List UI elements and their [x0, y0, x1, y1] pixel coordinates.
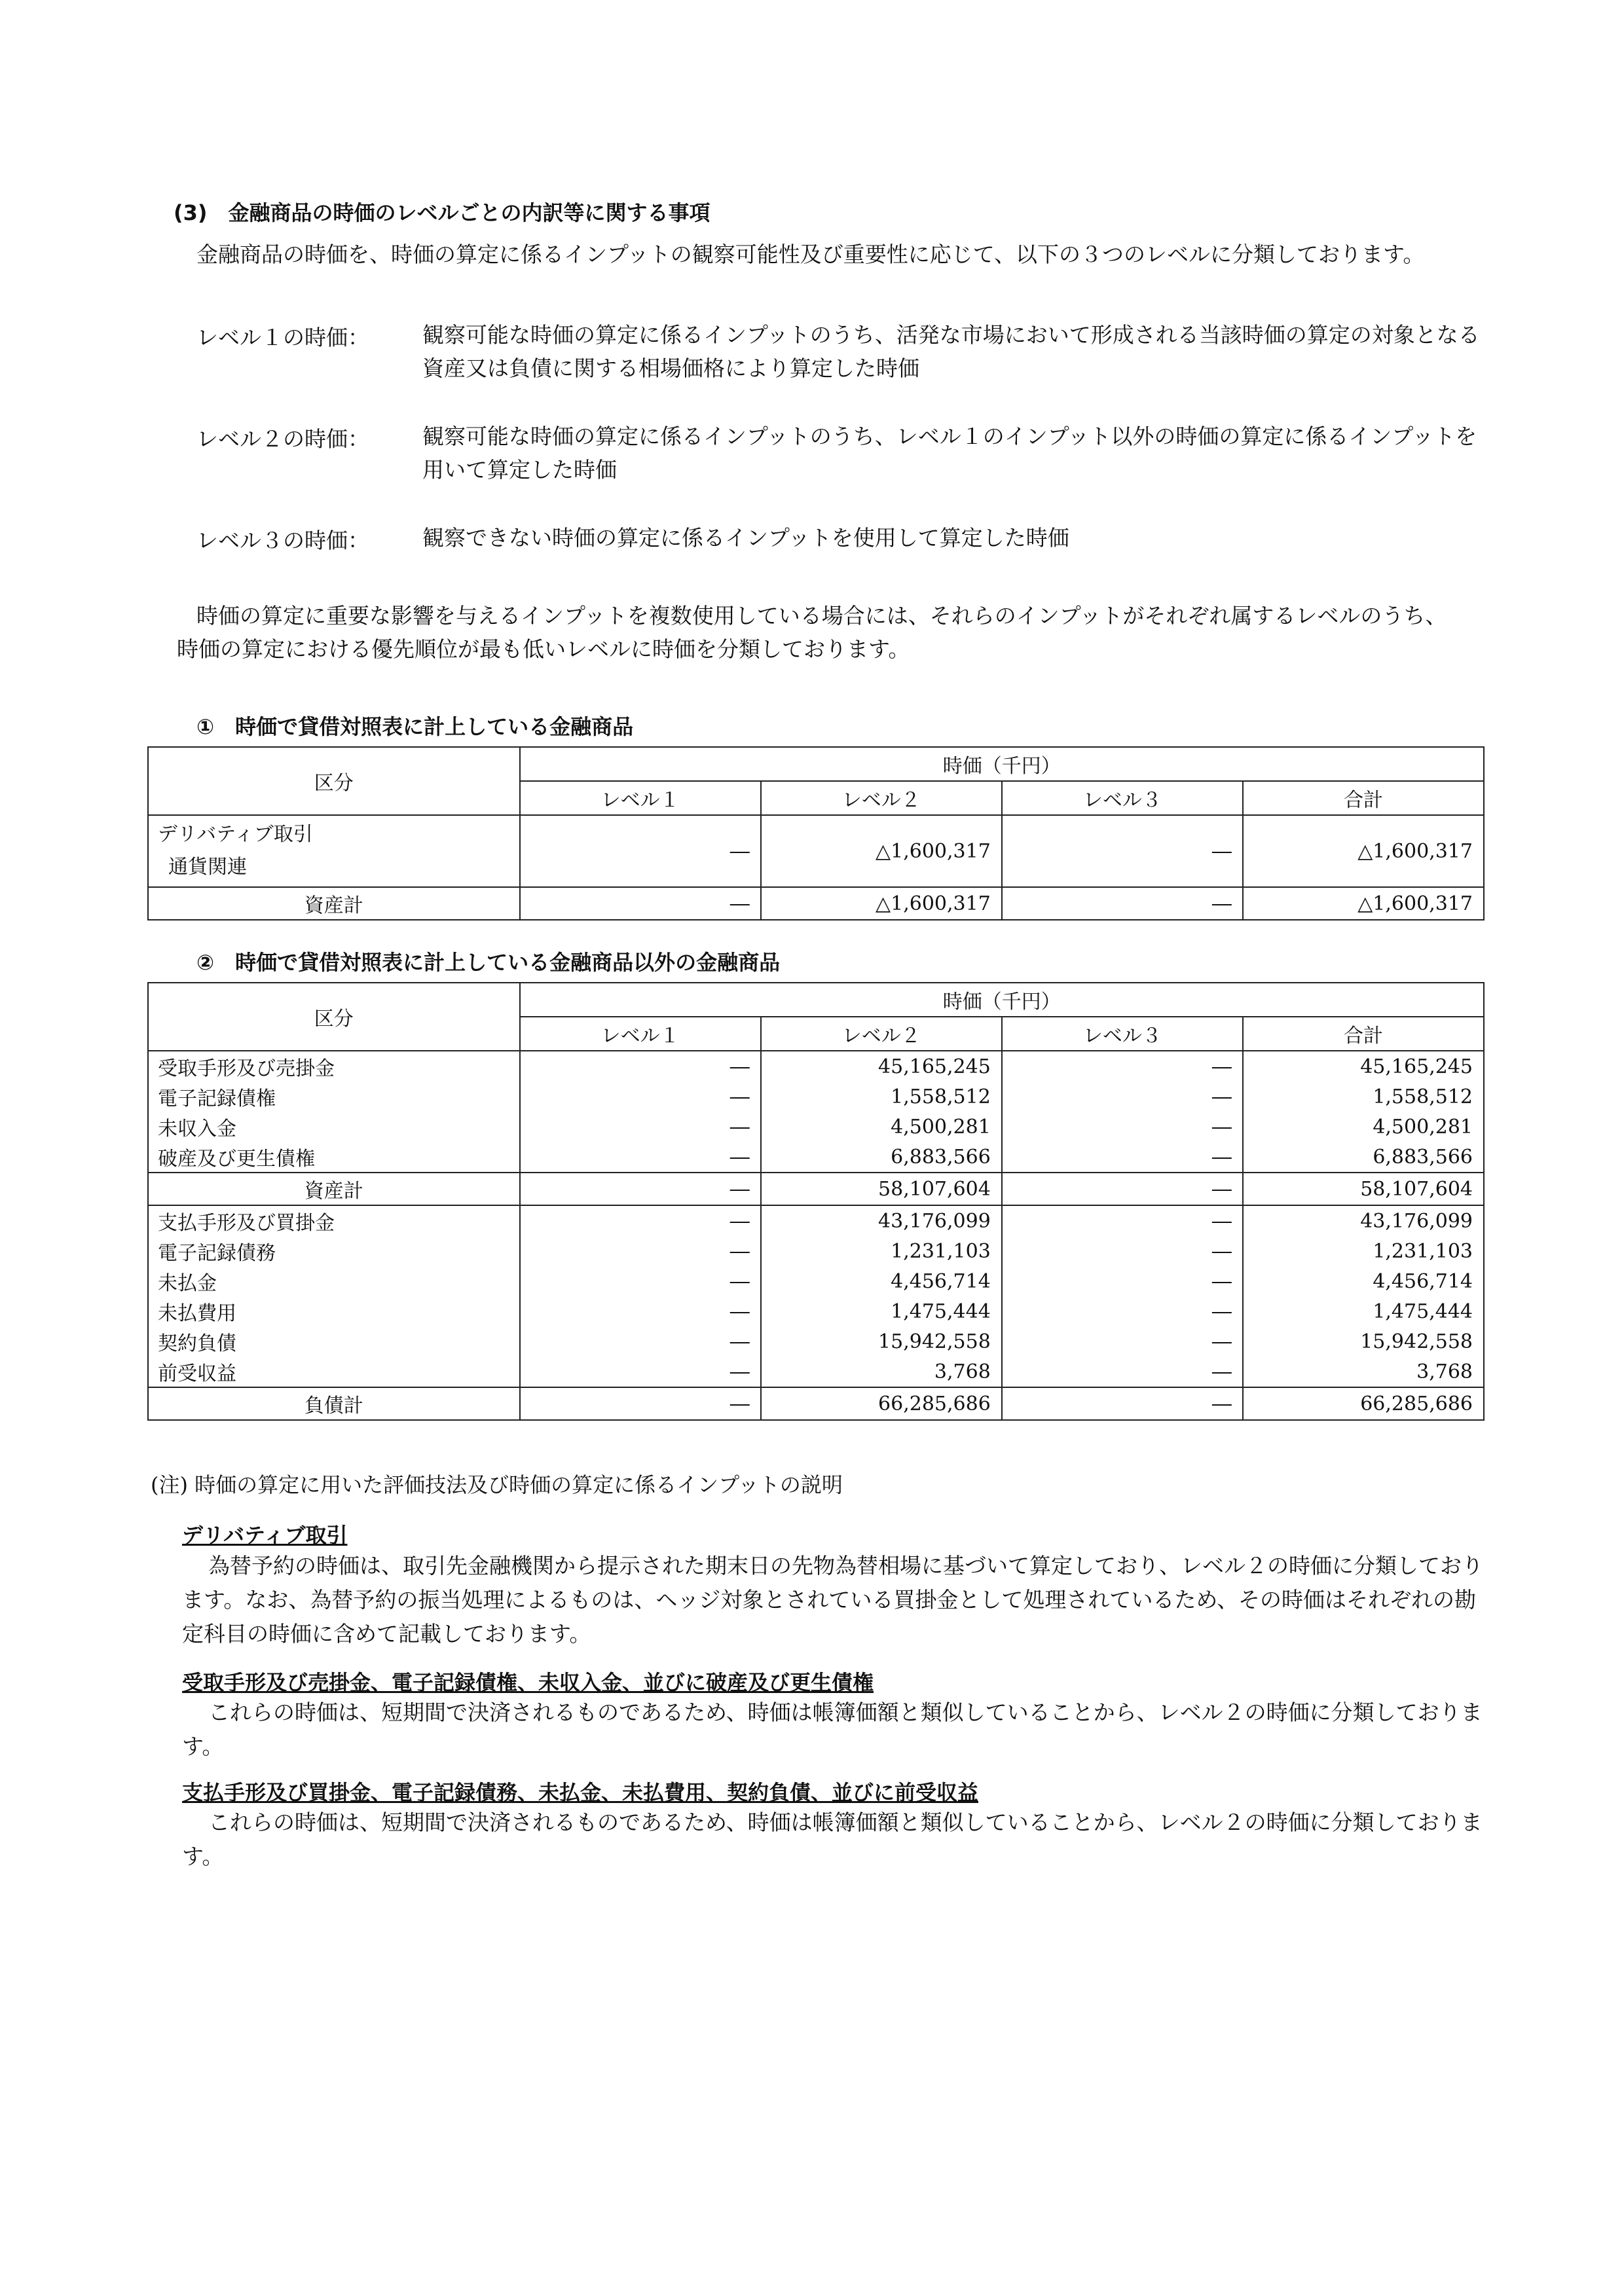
cell-level3: ― — [1002, 1082, 1243, 1112]
cell-level2: 1,475,444 — [761, 1296, 1002, 1326]
table-row — [148, 1082, 1484, 1112]
cell-level3: ― — [1002, 815, 1243, 887]
header-level1: レベル１ — [520, 1017, 761, 1051]
cell-level1: ― — [520, 1326, 761, 1357]
cell-total: 1,558,512 — [1243, 1082, 1484, 1112]
cell-level3: ― — [1002, 887, 1243, 920]
table1-fair-value-bs — [147, 746, 1485, 920]
level1-label: レベル１の時価： — [196, 325, 369, 350]
cell-level1: ― — [520, 1236, 761, 1266]
header-total: 合計 — [1243, 1017, 1484, 1051]
cell-level1: ― — [520, 1051, 761, 1082]
header-category: 区分 — [148, 983, 520, 1051]
cell-level3: ― — [1002, 1205, 1243, 1236]
table-row — [148, 1142, 1484, 1173]
priority-note: 時価の算定に重要な影響を与えるインプットを複数使用している場合には、それらのインプットがそれぞれ属するレベルのうち、時価の算定における優先順位が最も低いレベルに時価を分類しております。 — [177, 603, 1447, 662]
row-label: 前受収益 — [148, 1357, 520, 1387]
cell-level2: △1,600,317 — [761, 815, 1002, 887]
table2-fair-value-other — [147, 982, 1485, 1421]
cell-level3: ― — [1002, 1357, 1243, 1387]
row-label-line2: 通貨関連 — [168, 856, 247, 879]
cell-level2: 58,107,604 — [761, 1173, 1002, 1205]
cell-level1: ― — [520, 1357, 761, 1387]
cell-total: △1,600,317 — [1243, 815, 1484, 887]
cell-level2: 43,176,099 — [761, 1205, 1002, 1236]
level2-definition: 観察可能な時価の算定に係るインプットのうち、レベル１のインプット以外の時価の算定に係るインプットを用いて算定した時価 — [422, 424, 1477, 483]
row-label: 破産及び更生債権 — [148, 1142, 520, 1173]
row-label: 電子記録債務 — [148, 1236, 520, 1266]
asset-rows — [148, 1051, 1484, 1173]
cell-level1: ― — [520, 1173, 761, 1205]
row-label: 未払費用 — [148, 1296, 520, 1326]
cell-level3: ― — [1002, 1387, 1243, 1420]
intro-paragraph: 金融商品の時価を、時価の算定に係るインプットの観察可能性及び重要性に応じて、以下の３つのレベルに分類しております。 — [196, 242, 1425, 267]
row-label: 受取手形及び売掛金 — [148, 1051, 520, 1082]
section-title: (3) 金融商品の時価のレベルごとの内訳等に関する事項 — [174, 200, 710, 225]
table-header-row — [148, 747, 1484, 781]
note-heading-derivatives: デリバティブ取引 — [182, 1523, 348, 1548]
table-row — [148, 815, 1484, 887]
cell-total: 1,475,444 — [1243, 1296, 1484, 1326]
table-header-row — [148, 983, 1484, 1017]
table-row — [148, 1112, 1484, 1142]
cell-level2: 66,285,686 — [761, 1387, 1002, 1420]
table-row — [148, 1236, 1484, 1266]
cell-total: 45,165,245 — [1243, 1051, 1484, 1082]
cell-level1: ― — [520, 1296, 761, 1326]
cell-total: 43,176,099 — [1243, 1205, 1484, 1236]
cell-level1: ― — [520, 1082, 761, 1112]
header-level2: レベル２ — [761, 1017, 1002, 1051]
table-row — [148, 1266, 1484, 1296]
row-label — [148, 815, 520, 887]
cell-level3: ― — [1002, 1112, 1243, 1142]
note-heading-payables: 支払手形及び買掛金、電子記録債務、未払金、未払費用、契約負債、並びに前受収益 — [182, 1780, 979, 1805]
cell-total: 66,285,686 — [1243, 1387, 1484, 1420]
cell-level2: 3,768 — [761, 1357, 1002, 1387]
level2-label: レベル２の時価： — [196, 426, 369, 452]
cell-level2: 6,883,566 — [761, 1142, 1002, 1173]
total-label: 資産計 — [148, 887, 520, 920]
table-total-row — [148, 887, 1484, 920]
cell-level1: ― — [520, 1266, 761, 1296]
table-row — [148, 1205, 1484, 1236]
table-row — [148, 1357, 1484, 1387]
header-level3: レベル３ — [1002, 781, 1243, 815]
cell-total: 15,942,558 — [1243, 1326, 1484, 1357]
row-label: 契約負債 — [148, 1326, 520, 1357]
cell-level3: ― — [1002, 1173, 1243, 1205]
table-row — [148, 1051, 1484, 1082]
cell-level1: ― — [520, 1387, 761, 1420]
cell-level2: △1,600,317 — [761, 887, 1002, 920]
liability-rows — [148, 1205, 1484, 1387]
cell-level1: ― — [520, 1142, 761, 1173]
row-label: 未収入金 — [148, 1112, 520, 1142]
header-total: 合計 — [1243, 781, 1484, 815]
total-label: 負債計 — [148, 1387, 520, 1420]
level3-definition: 観察できない時価の算定に係るインプットを使用して算定した時価 — [422, 525, 1069, 551]
table1-title: ① 時価で貸借対照表に計上している金融商品 — [196, 714, 634, 739]
cell-level2: 15,942,558 — [761, 1326, 1002, 1357]
cell-level3: ― — [1002, 1051, 1243, 1082]
note-heading-receivables: 受取手形及び売掛金、電子記録債権、未収入金、並びに破産及び更生債権 — [182, 1670, 874, 1695]
cell-total: 58,107,604 — [1243, 1173, 1484, 1205]
cell-level2: 1,558,512 — [761, 1082, 1002, 1112]
cell-level1: ― — [520, 815, 761, 887]
total-label: 資産計 — [148, 1173, 520, 1205]
cell-total: 4,456,714 — [1243, 1266, 1484, 1296]
cell-total: 1,231,103 — [1243, 1236, 1484, 1266]
header-level3: レベル３ — [1002, 1017, 1243, 1051]
header-fair-value-group: 時価（千円） — [520, 983, 1484, 1017]
level3-label: レベル３の時価： — [196, 528, 369, 553]
table-total-row — [148, 1173, 1484, 1205]
table-row — [148, 1326, 1484, 1357]
table-total-row — [148, 1387, 1484, 1420]
footnote: (注) 時価の算定に用いた評価技法及び時価の算定に係るインプットの説明 — [151, 1472, 843, 1497]
cell-level3: ― — [1002, 1266, 1243, 1296]
cell-level3: ― — [1002, 1296, 1243, 1326]
header-category: 区分 — [148, 747, 520, 815]
header-level1: レベル１ — [520, 781, 761, 815]
row-label: 電子記録債権 — [148, 1082, 520, 1112]
cell-level2: 4,500,281 — [761, 1112, 1002, 1142]
note-text-derivatives: 為替予約の時価は、取引先金融機関から提示された期末日の先物為替相場に基づいて算定しており、レベル２の時価に分類しております。なお、為替予約の振当処理によるものは、ヘッジ対象とされている買掛金として処理されているため、その時価はそれぞれの勘定科目の時価に含めて記載しております。 — [182, 1553, 1483, 1647]
cell-total: △1,600,317 — [1243, 887, 1484, 920]
cell-level2: 4,456,714 — [761, 1266, 1002, 1296]
header-level2: レベル２ — [761, 781, 1002, 815]
cell-total: 3,768 — [1243, 1357, 1484, 1387]
cell-level2: 1,231,103 — [761, 1236, 1002, 1266]
note-text-receivables: これらの時価は、短期間で決済されるものであるため、時価は帳簿価額と類似していることから、レベル２の時価に分類しております。 — [182, 1700, 1483, 1759]
cell-level3: ― — [1002, 1326, 1243, 1357]
table2-title: ② 時価で貸借対照表に計上している金融商品以外の金融商品 — [196, 950, 781, 975]
cell-level1: ― — [520, 887, 761, 920]
level1-definition: 観察可能な時価の算定に係るインプットのうち、活発な市場において形成される当該時価の算定の対象となる資産又は負債に関する相場価格により算定した時価 — [422, 322, 1480, 381]
header-fair-value-group: 時価（千円） — [520, 747, 1484, 781]
note-text-payables: これらの時価は、短期間で決済されるものであるため、時価は帳簿価額と類似していることから、レベル２の時価に分類しております。 — [182, 1810, 1483, 1869]
cell-total: 4,500,281 — [1243, 1112, 1484, 1142]
cell-total: 6,883,566 — [1243, 1142, 1484, 1173]
row-label-line1: デリバティブ取引 — [158, 823, 313, 846]
row-label: 支払手形及び買掛金 — [148, 1205, 520, 1236]
cell-level3: ― — [1002, 1142, 1243, 1173]
table-row — [148, 1296, 1484, 1326]
cell-level3: ― — [1002, 1236, 1243, 1266]
cell-level2: 45,165,245 — [761, 1051, 1002, 1082]
cell-level1: ― — [520, 1205, 761, 1236]
cell-level1: ― — [520, 1112, 761, 1142]
row-label: 未払金 — [148, 1266, 520, 1296]
